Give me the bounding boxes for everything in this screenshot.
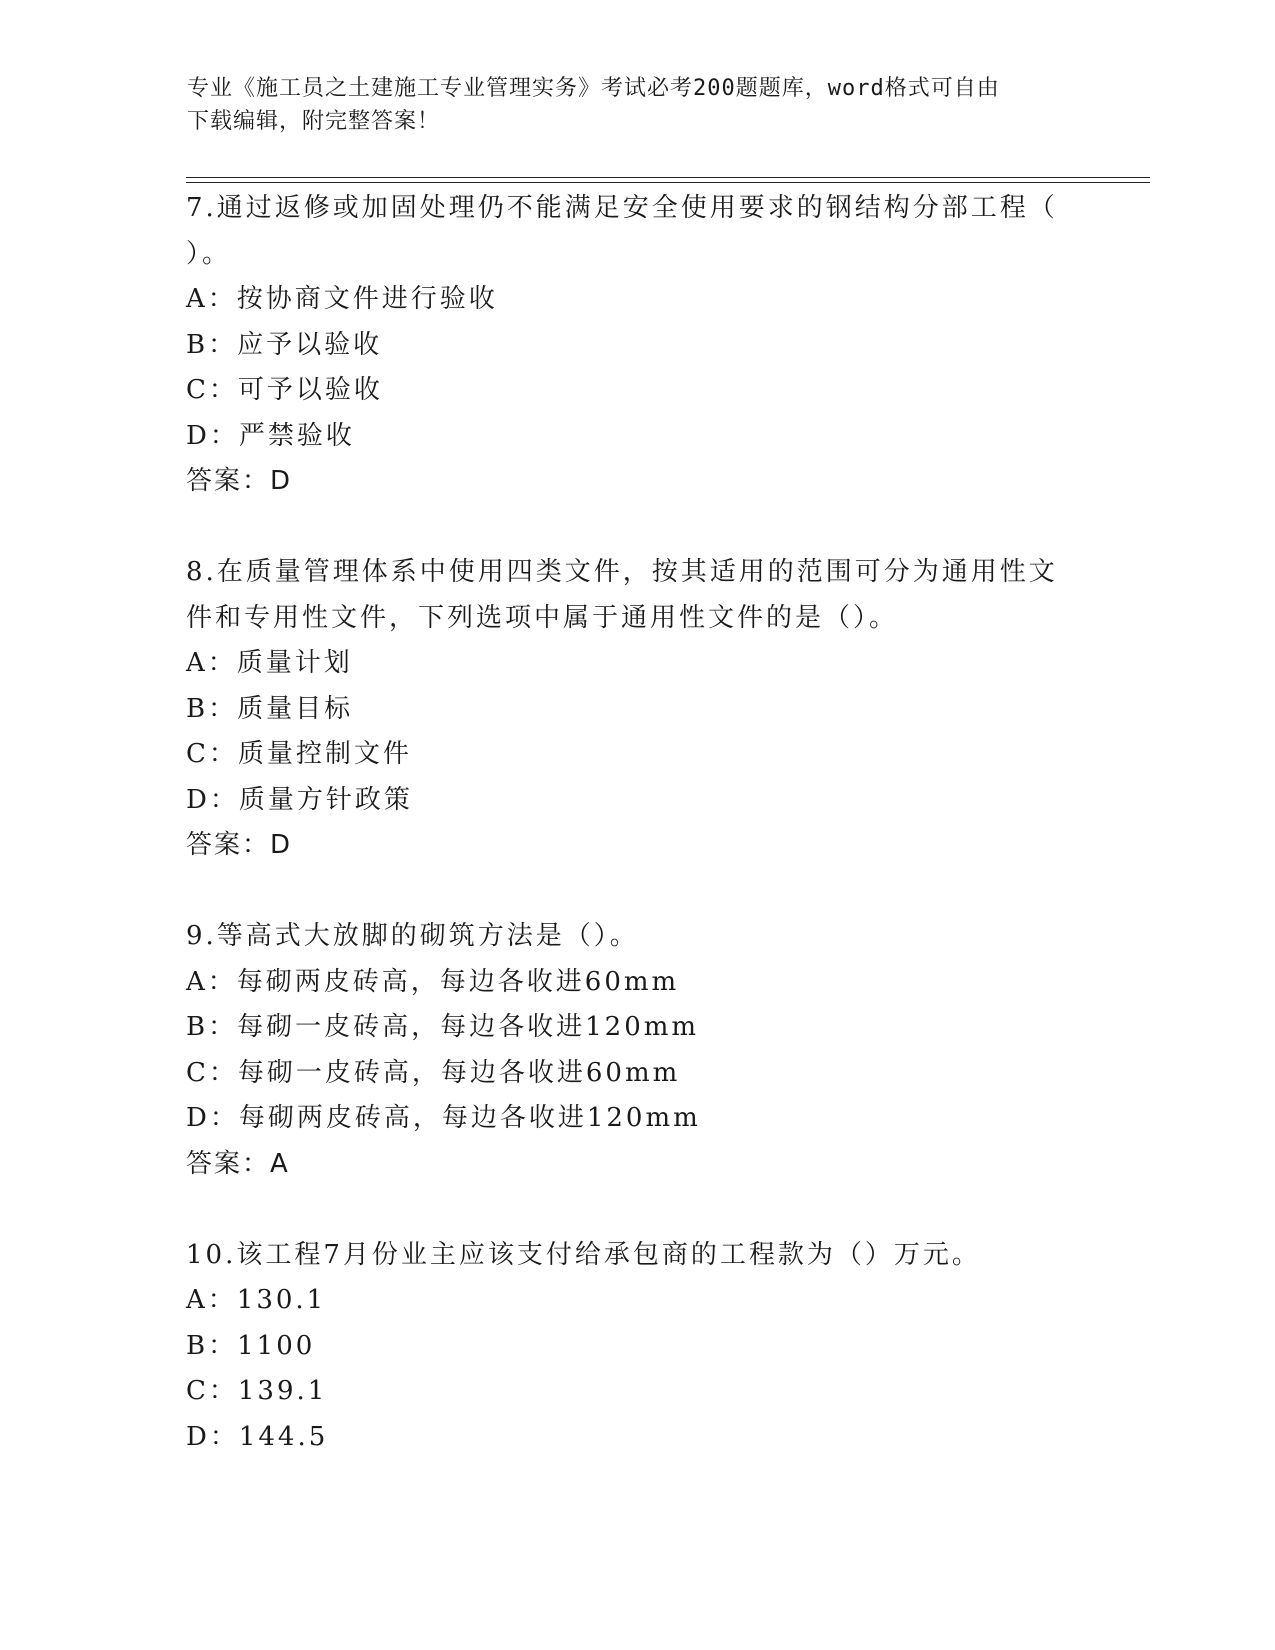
option-c: C：139.1: [186, 1376, 328, 1406]
option-d: D：质量方针政策: [186, 784, 413, 815]
answer-line: 答案：D: [186, 466, 293, 496]
document-header: [187, 72, 1067, 138]
option-a: A：质量计划: [186, 648, 353, 678]
option-d: D：每砌两皮砖高，每边各收进120mm: [186, 1103, 701, 1133]
spacer: [186, 869, 1086, 915]
question-10: [186, 1233, 1086, 1461]
header-line-1: 专业《施工员之土建施工专业管理实务》考试必考200题题库，word格式可自由: [187, 76, 1000, 101]
option-c: C：可予以验收: [186, 375, 383, 405]
answer-line: 答案：D: [186, 830, 293, 860]
option-b: B：每砌一皮砖高，每边各收进120mm: [186, 1012, 700, 1042]
question-8: [186, 550, 1086, 869]
question-stem-line: 7.通过返修或加固处理仍不能满足安全使用要求的钢结构分部工程（: [186, 193, 1058, 223]
option-c: C：质量控制文件: [186, 739, 412, 769]
option-d: D：144.5: [186, 1421, 329, 1452]
option-b: B：应予以验收: [186, 329, 383, 360]
header-line-2: 下载编辑，附完整答案！: [187, 109, 441, 134]
question-stem-line: 10.该工程7月份业主应该支付给承包商的工程款为（）万元。: [186, 1239, 981, 1270]
spacer: [186, 1187, 1086, 1233]
option-a: A：每砌两皮砖高，每边各收进60mm: [186, 966, 680, 997]
option-b: B：质量目标: [186, 693, 354, 724]
question-stem-line: ）。: [186, 238, 232, 269]
question-stem-line: 8.在质量管理体系中使用四类文件，按其适用的范围可分为通用性文: [186, 557, 1058, 587]
option-a: A：130.1: [186, 1285, 327, 1315]
question-9: [186, 914, 1086, 1187]
option-a: A：按协商文件进行验收: [186, 284, 498, 314]
option-b: B：1100: [186, 1330, 316, 1361]
question-list: [186, 186, 1086, 1460]
header-divider-top: [186, 177, 1150, 178]
header-divider-bottom: [186, 182, 1150, 183]
spacer: [186, 505, 1086, 551]
answer-line: 答案：A: [186, 1148, 290, 1179]
question-stem-line: 9.等高式大放脚的砌筑方法是（）。: [186, 921, 639, 951]
question-stem-line: 件和专用性文件，下列选项中属于通用性文件的是（）。: [186, 602, 899, 633]
option-c: C：每砌一皮砖高，每边各收进60mm: [186, 1057, 681, 1088]
question-7: [186, 186, 1086, 505]
option-d: D：严禁验收: [186, 420, 355, 451]
